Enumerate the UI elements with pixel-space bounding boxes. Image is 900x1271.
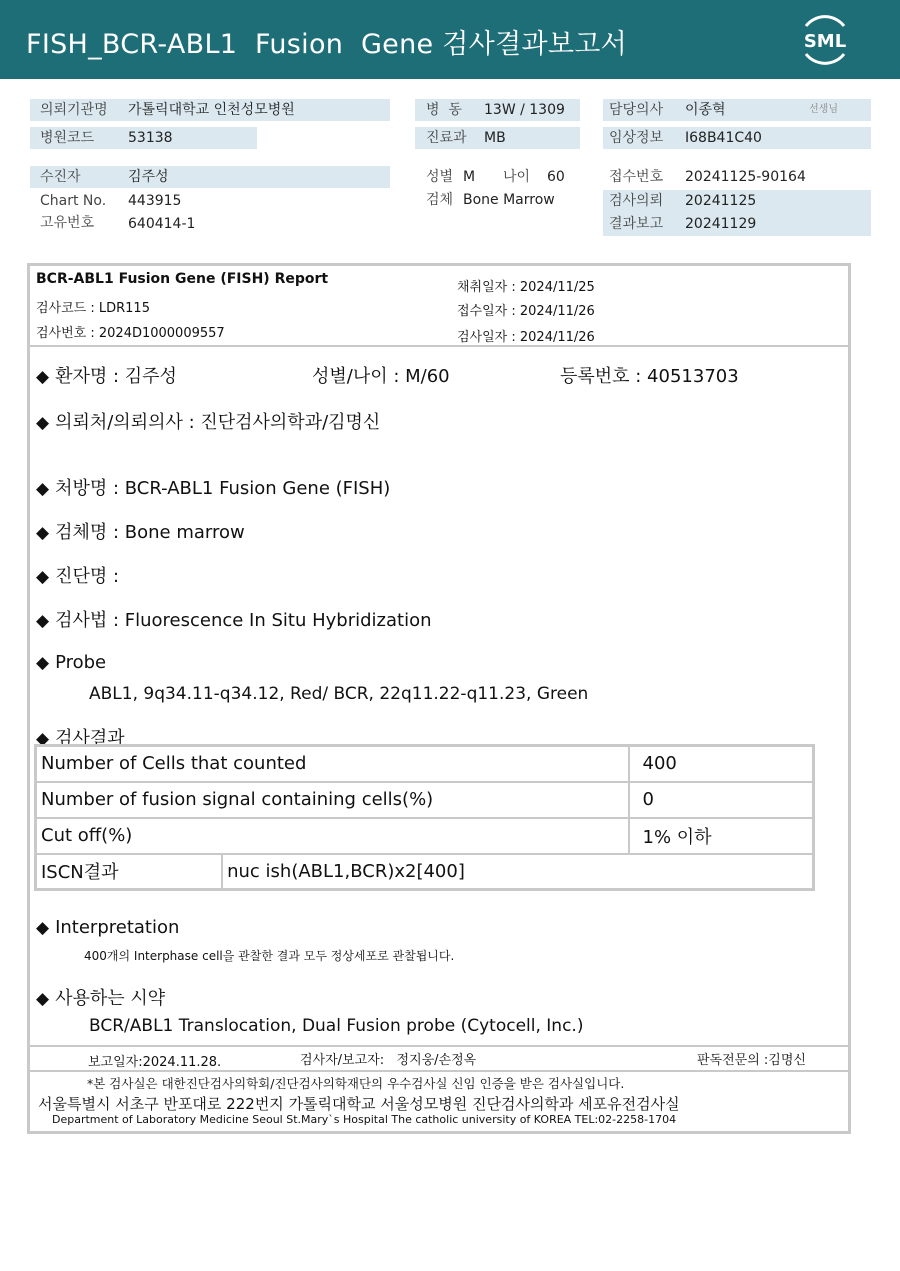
clinical-label: 임상정보 xyxy=(609,130,664,146)
table-row xyxy=(36,854,814,890)
result-label: 결과보고 xyxy=(609,216,664,232)
unique-value: 640414-1 xyxy=(128,216,196,232)
diagnosis: 진단명 : xyxy=(55,566,120,587)
doctor-suffix: 선생님 xyxy=(809,104,838,115)
clinical-value: I68B41C40 xyxy=(685,130,762,146)
dept-value: MB xyxy=(484,130,506,146)
bullet-icon: ◆ xyxy=(36,367,50,387)
hospital-code-label: 병원코드 xyxy=(40,130,95,146)
receipt-label: 접수번호 xyxy=(609,169,664,185)
bullet-icon: ◆ xyxy=(36,413,50,433)
reg-no: 등록번호 : 40513703 xyxy=(560,366,739,387)
bullet-icon: ◆ xyxy=(36,729,50,749)
bullet-icon: ◆ xyxy=(36,523,50,543)
table-row xyxy=(36,746,814,782)
cert-note: *본 검사실은 대한진단검사의학회/진단검사의학재단의 우수검사실 신임 인증을 받은 검사실입니다. xyxy=(87,1076,625,1091)
probe-text: ABL1, 9q34.11-q34.12, Red/ BCR, 22q11.22-q11.23, Green xyxy=(89,684,589,704)
ward-label: 병 동 xyxy=(426,102,462,118)
specimen-label: 검체 xyxy=(426,192,454,208)
sml-logo xyxy=(798,14,852,66)
divider xyxy=(30,1070,848,1072)
diagnosis-line xyxy=(36,562,119,588)
reagent-heading: 사용하는 시약 xyxy=(55,988,166,1009)
result-label-cell: Cut off(%) xyxy=(36,818,629,854)
prescription: 처방명 : BCR-ABL1 Fusion Gene (FISH) xyxy=(55,478,391,499)
patient-label: 수진자 xyxy=(40,169,81,185)
iscn-value-cell: nuc ish(ABL1,BCR)x2[400] xyxy=(222,854,813,890)
interpretation-heading: Interpretation xyxy=(55,917,180,938)
sex-label: 성별 xyxy=(426,169,454,185)
reagent-text: BCR/ABL1 Translocation, Dual Fusion probe (Cytocell, Inc.) xyxy=(89,1016,584,1036)
divider xyxy=(30,1045,848,1047)
requester: 의뢰처/의뢰의사 : 진단검사의학과/김명신 xyxy=(55,412,381,433)
bullet-icon: ◆ xyxy=(36,989,50,1009)
tester: 검사자/보고자: 정지웅/손정옥 xyxy=(300,1053,477,1068)
receive-date: 접수일자 : 2024/11/26 xyxy=(457,304,595,319)
result-label-cell: Number of fusion signal containing cells(%) xyxy=(36,782,629,818)
sex-age: 성별/나이 : M/60 xyxy=(312,366,450,387)
probe-heading: Probe xyxy=(55,652,107,673)
doctor-value: 이종혁 xyxy=(685,102,726,118)
department-en: Department of Laboratory Medicine Seoul St.Mary`s Hospital The catholic university of KOREA TEL:02-2258-1704 xyxy=(52,1113,677,1126)
result-label-cell: Number of Cells that counted xyxy=(36,746,629,782)
test-date: 검사일자 : 2024/11/26 xyxy=(457,330,595,345)
reagent-heading-line xyxy=(36,984,165,1010)
patient-name: 환자명 : 김주성 xyxy=(55,366,177,387)
specimen-line xyxy=(36,518,245,544)
report-header xyxy=(0,0,900,79)
iscn-label-cell: ISCN결과 xyxy=(36,854,223,890)
specimen-value: Bone Marrow xyxy=(463,192,555,208)
requester-line xyxy=(36,408,380,434)
chart-value: 443915 xyxy=(128,193,182,209)
bullet-icon: ◆ xyxy=(36,479,50,499)
sex-value: M xyxy=(463,169,476,185)
receipt-value: 20241125-90164 xyxy=(685,169,806,185)
divider xyxy=(30,345,848,347)
dept-label: 진료과 xyxy=(426,130,467,146)
report-date: 보고일자:2024.11.28. xyxy=(88,1055,222,1070)
test-code: 검사코드 : LDR115 xyxy=(36,301,150,316)
age-value: 60 xyxy=(547,169,565,185)
patient-row-bg xyxy=(30,166,390,188)
hospital-value: 가톨릭대학교 인천성모병원 xyxy=(128,102,295,118)
result-heading: 검사결과 xyxy=(55,728,125,749)
hospital-code-value: 53138 xyxy=(128,130,173,146)
interpretation-text: 400개의 Interphase cell을 관찰한 결과 모두 정상세포로 관찰됩니다. xyxy=(84,949,455,963)
age-label: 나이 xyxy=(503,169,531,185)
bullet-icon: ◆ xyxy=(36,611,50,631)
table-row xyxy=(36,818,814,854)
report-title: BCR-ABL1 Fusion Gene (FISH) Report xyxy=(36,271,329,287)
bullet-icon: ◆ xyxy=(36,653,50,673)
method: 검사법 : Fluorescence In Situ Hybridization xyxy=(55,610,432,631)
test-number: 검사번호 : 2024D1000009557 xyxy=(36,326,225,341)
table-row xyxy=(36,782,814,818)
probe-heading-line xyxy=(36,652,106,673)
ward-value: 13W / 1309 xyxy=(484,102,565,118)
prescription-line xyxy=(36,474,390,500)
request-value: 20241125 xyxy=(685,193,757,209)
request-label: 검사의뢰 xyxy=(609,193,664,209)
chart-label: Chart No. xyxy=(40,193,107,209)
hospital-label: 의뢰기관명 xyxy=(40,102,108,118)
collect-date: 채취일자 : 2024/11/25 xyxy=(457,280,595,295)
bullet-icon: ◆ xyxy=(36,567,50,587)
bullet-icon: ◆ xyxy=(36,918,50,938)
result-value-cell: 0 xyxy=(629,782,814,818)
page-title: FISH_BCR-ABL1 Fusion Gene 검사결과보고서 xyxy=(26,29,627,60)
doctor-label: 담당의사 xyxy=(609,102,664,118)
method-line xyxy=(36,606,432,632)
patient-value: 김주성 xyxy=(128,169,169,185)
results-table xyxy=(34,744,815,891)
result-value-cell: 400 xyxy=(629,746,814,782)
unique-label: 고유번호 xyxy=(40,215,95,231)
logo-text: SML xyxy=(803,31,847,52)
interpretation-heading-line xyxy=(36,917,179,938)
patient-name-line xyxy=(36,362,177,388)
result-value: 20241129 xyxy=(685,216,757,232)
specimen-name: 검체명 : Bone marrow xyxy=(55,522,245,543)
address: 서울특별시 서초구 반포대로 222번지 가톨릭대학교 서울성모병원 진단검사의학과 세포유전검사실 xyxy=(38,1095,680,1113)
specialist: 판독전문의 :김명신 xyxy=(697,1053,806,1068)
result-value-cell: 1% 이하 xyxy=(629,818,814,854)
